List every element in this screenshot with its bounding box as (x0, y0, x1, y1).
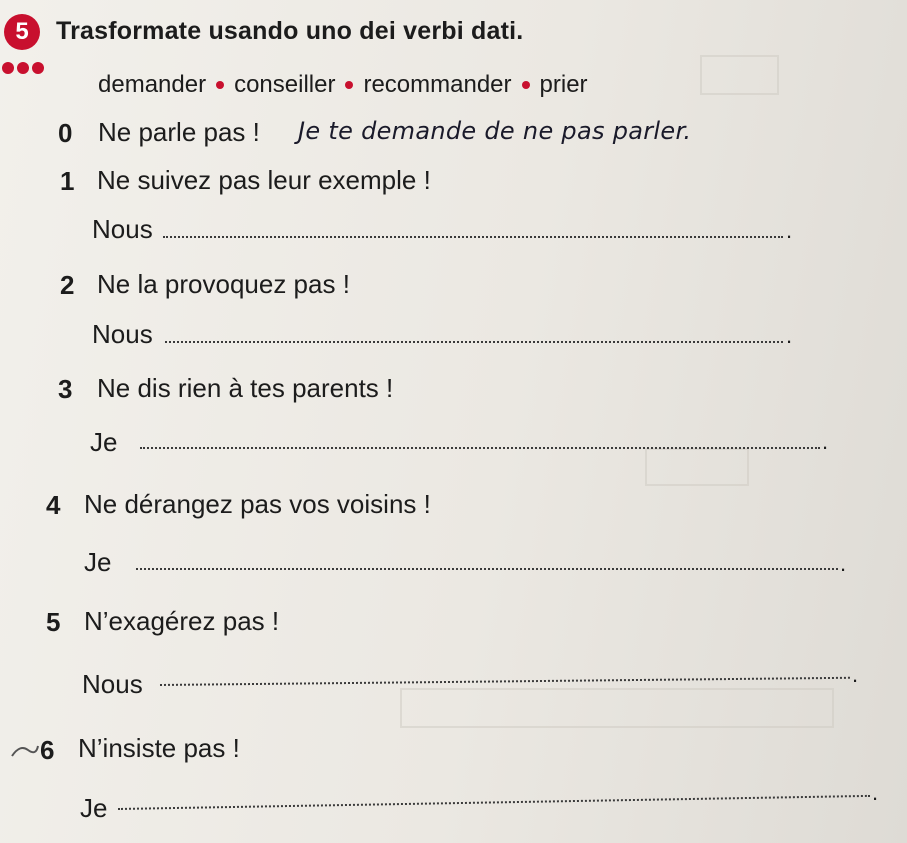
answer-line[interactable] (160, 677, 850, 686)
handwritten-answer: Je te demande de ne pas parler. (298, 117, 692, 145)
answer-lead: Nous (92, 214, 153, 244)
item-number: 1 (60, 166, 75, 196)
item-prompt: Ne dérangez pas vos voisins ! (84, 489, 431, 519)
item-prompt: Ne la provoquez pas ! (97, 269, 350, 299)
difficulty-dots-icon (2, 62, 44, 74)
line-end: . (786, 218, 793, 243)
bullet-icon (216, 81, 224, 89)
line-end: . (786, 323, 793, 348)
difficulty-dot (32, 62, 44, 74)
item-number: 0 (58, 118, 73, 148)
verb-bank (98, 71, 588, 99)
difficulty-dot (2, 62, 14, 74)
verb-item: recommander (363, 71, 512, 98)
item-number: 4 (46, 490, 61, 520)
item-number: 3 (58, 374, 73, 404)
answer-lead: Je (84, 547, 112, 577)
item-prompt: Ne parle pas ! (98, 117, 260, 147)
answer-line[interactable] (118, 795, 870, 810)
item-prompt: N’insiste pas ! (78, 733, 240, 763)
item-prompt: Ne suivez pas leur exemple ! (97, 165, 431, 195)
difficulty-dot (17, 62, 29, 74)
item-prompt: N’exagérez pas ! (84, 606, 280, 636)
exercise-number-badge (4, 14, 40, 50)
answer-line[interactable] (136, 568, 838, 570)
line-end: . (852, 662, 859, 687)
bullet-icon (345, 81, 353, 89)
verb-item: demander (98, 71, 207, 98)
pencil-mark-icon (10, 740, 40, 760)
item-number: 2 (60, 270, 75, 300)
verb-item: prier (539, 71, 588, 98)
line-end: . (872, 780, 879, 805)
bleed-through-box (645, 448, 749, 486)
bullet-icon (522, 81, 530, 89)
item-number: 5 (46, 607, 61, 637)
line-end: . (840, 551, 847, 576)
bleed-through-box (700, 55, 779, 95)
verb-item: conseiller (234, 71, 336, 98)
answer-line[interactable] (163, 236, 783, 238)
answer-lead: Je (80, 793, 108, 823)
exercise-number: 5 (15, 18, 29, 45)
answer-line[interactable] (140, 447, 820, 449)
answer-line[interactable] (165, 341, 783, 343)
answer-lead: Je (90, 427, 118, 457)
line-end: . (822, 429, 829, 454)
bleed-through-box (400, 688, 834, 728)
item-number: 6 (40, 735, 55, 765)
exercise-title: Trasformate usando uno dei verbi dati. (56, 17, 524, 45)
item-prompt: Ne dis rien à tes parents ! (97, 373, 394, 403)
answer-lead: Nous (92, 319, 153, 349)
answer-lead: Nous (82, 669, 143, 699)
